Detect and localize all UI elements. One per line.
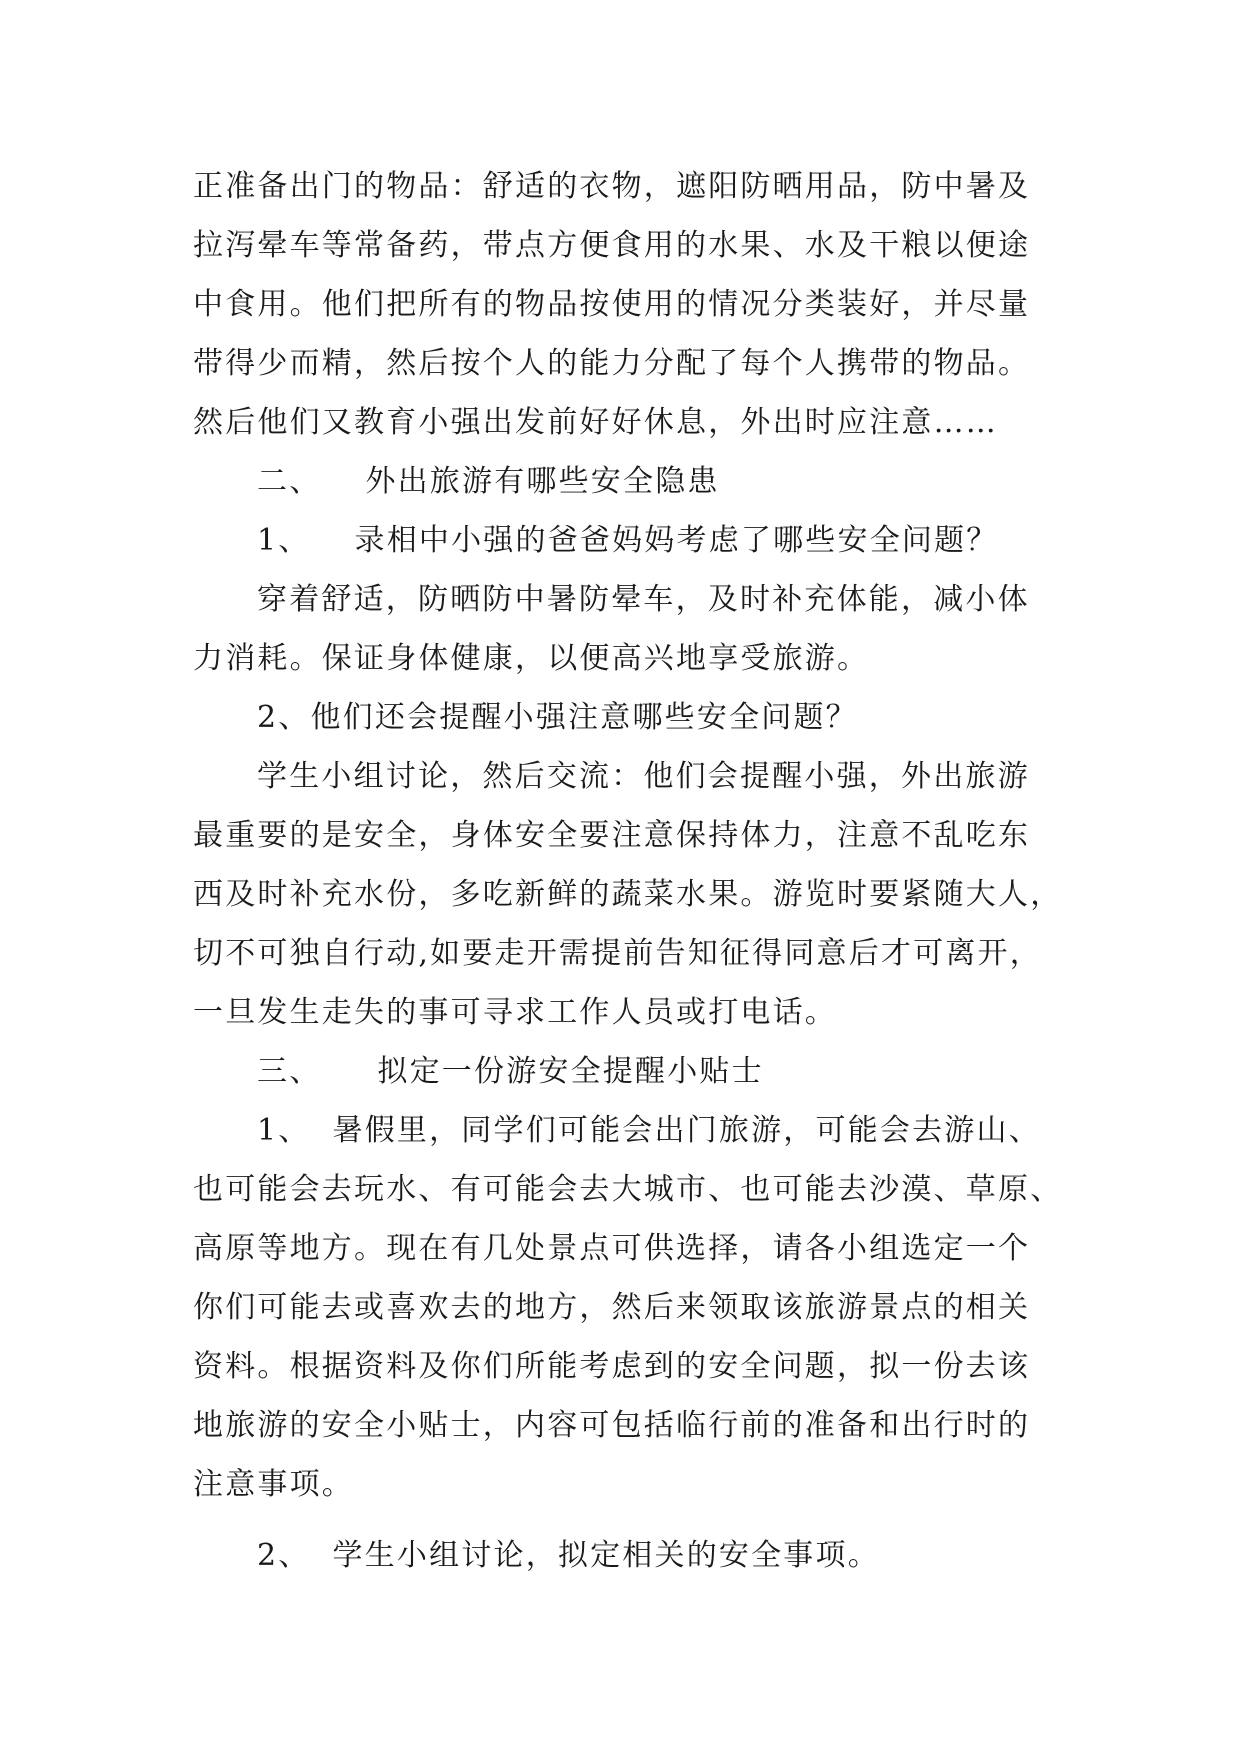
paragraph-line: 正准备出门的物品：舒适的衣物，遮阳防晒用品，防中暑及 <box>193 169 1031 204</box>
paragraph-line: 西及时补充水份，多吃新鲜的蔬菜水果。游览时要紧随大人， <box>193 877 1063 912</box>
paragraph-line: 高原等地方。现在有几处景点可供选择，请各小组选定一个 <box>193 1231 1031 1266</box>
document-body <box>193 157 1073 1585</box>
list-item-1 <box>193 511 1073 570</box>
item-text: 录相中小强的爸爸妈妈考虑了哪些安全问题？ <box>354 523 999 558</box>
section-heading-2 <box>193 452 1073 511</box>
paragraph-line: 切不可独自行动,如要走开需提前告知征得同意后才可离开， <box>193 936 1042 971</box>
section-title: 拟定一份游安全提醒小贴士 <box>377 1054 764 1089</box>
paragraph-line: 中食用。他们把所有的物品按使用的情况分类装好，并尽量 <box>193 287 1031 322</box>
paragraph-line: 拉泻晕车等常备药，带点方便食用的水果、水及干粮以便途 <box>193 228 1031 263</box>
paragraph-line: 资料。根据资料及你们所能考虑到的安全问题，拟一份去该 <box>193 1349 1031 1384</box>
paragraph-line: 你们可能去或喜欢去的地方，然后来领取该旅游景点的相关 <box>193 1290 1031 1325</box>
section-title: 外出旅游有哪些安全隐患 <box>365 464 720 499</box>
paragraph-line: 地旅游的安全小贴士，内容可包括临行前的准备和出行时的 <box>193 1408 1031 1443</box>
paragraph-line: 注意事项。 <box>193 1467 354 1502</box>
paragraph-line: 带得少而精，然后按个人的能力分配了每个人携带的物品。 <box>193 346 1031 381</box>
item-text: 暑假里，同学们可能会出门旅游，可能会去游山、 <box>332 1113 1041 1148</box>
item-number: 1、 <box>257 1113 311 1148</box>
paragraph-line: 学生小组讨论，然后交流：他们会提醒小强，外出旅游 <box>257 759 1030 794</box>
section-heading-3 <box>193 1042 1073 1101</box>
item-text: 学生小组讨论，拟定相关的安全事项。 <box>332 1538 880 1573</box>
paragraph-line: 力消耗。保证身体健康，以便高兴地享受旅游。 <box>193 641 870 676</box>
list-item-3-1 <box>193 1101 1073 1160</box>
list-item-3-2 <box>193 1526 1073 1585</box>
section-number: 三、 <box>257 1054 322 1089</box>
paragraph-line: 最重要的是安全，身体安全要注意保持体力，注意不乱吃东 <box>193 818 1031 853</box>
paragraph-line: 一旦发生走失的事可寻求工作人员或打电话。 <box>193 995 837 1030</box>
section-number: 二、 <box>257 464 322 499</box>
paragraph-line: 穿着舒适，防晒防中暑防晕车，及时补充体能，减小体 <box>257 582 1030 617</box>
item-number: 2、 <box>257 1538 311 1573</box>
paragraph-line: 也可能会去玩水、有可能会去大城市、也可能去沙漠、草原、 <box>193 1172 1063 1207</box>
paragraph-line: 然后他们又教育小强出发前好好休息，外出时应注意…… <box>193 405 998 440</box>
spacer <box>193 1514 1073 1526</box>
list-item-2: 2、他们还会提醒小强注意哪些安全问题？ <box>257 700 858 735</box>
item-number: 1、 <box>257 523 311 558</box>
